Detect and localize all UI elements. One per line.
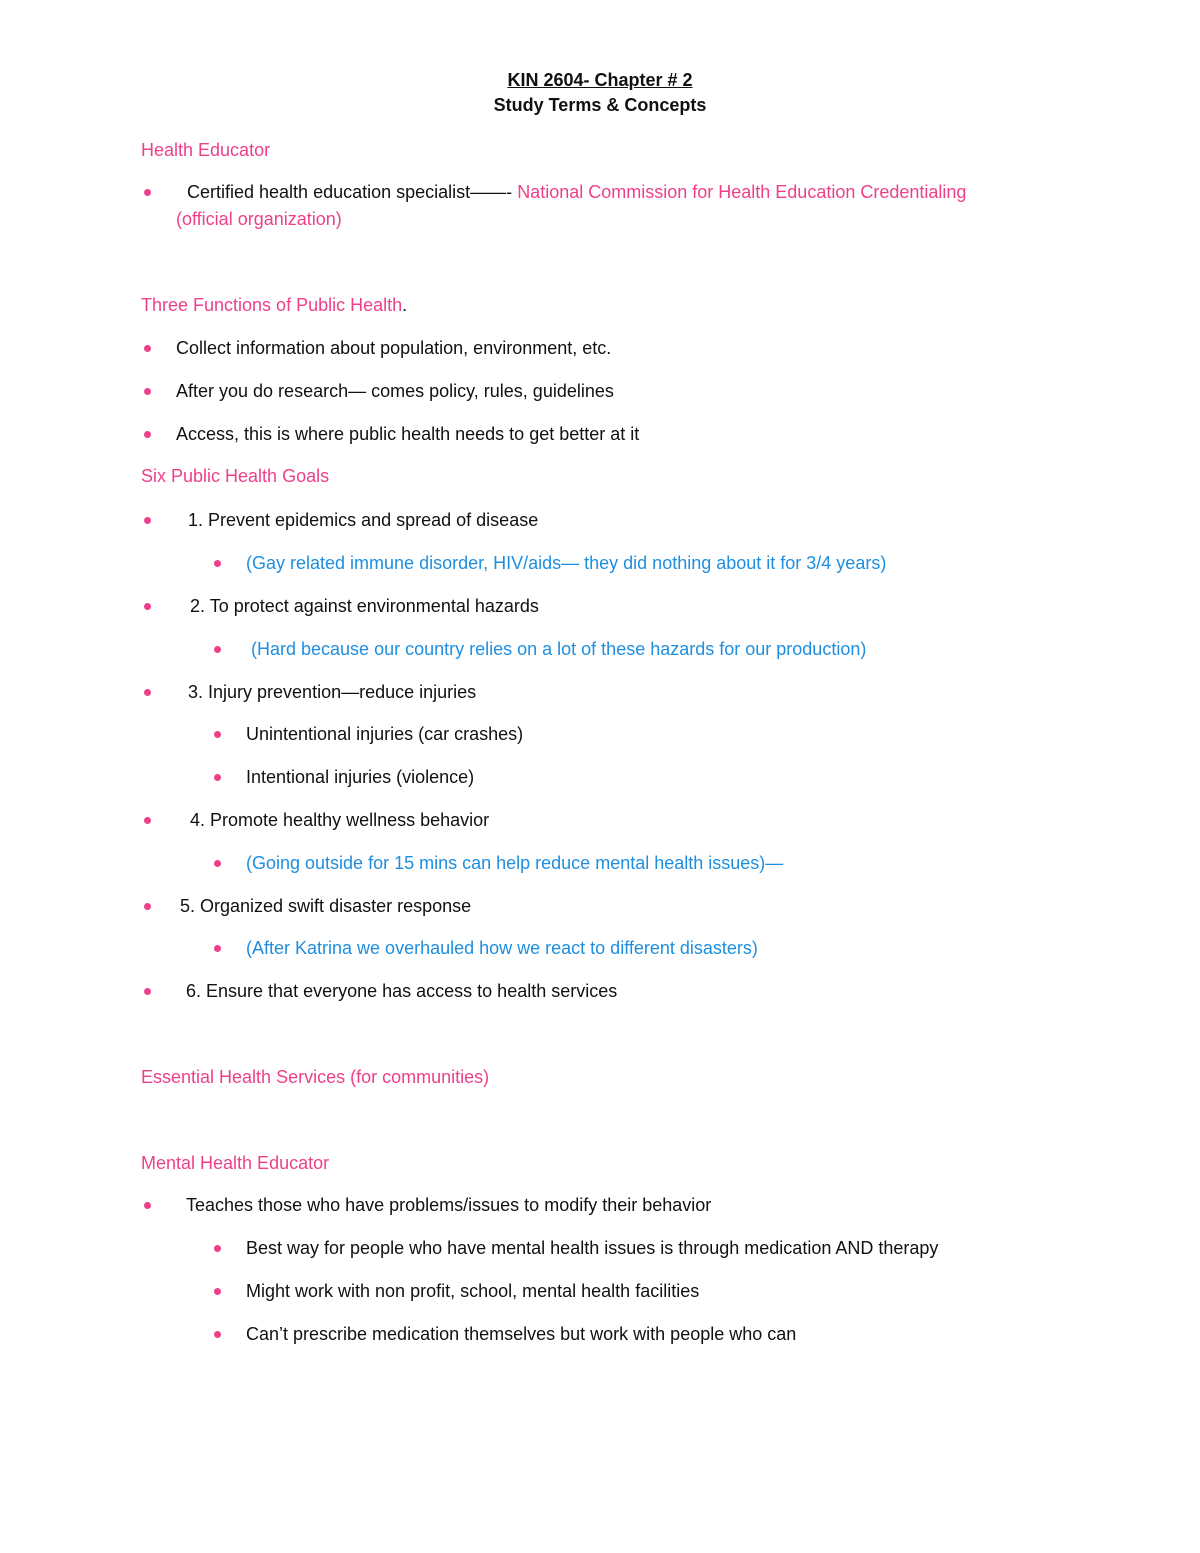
goal-4: 4. Promote healthy wellness behavior	[190, 810, 490, 830]
goal-4-note: (Going outside for 15 mins can help reduce mental health issues)—	[246, 853, 784, 873]
bullet-icon	[214, 945, 221, 952]
list-item: Collect information about population, environment, etc.	[176, 338, 612, 358]
list-item: After you do research— comes policy, rules, guidelines	[176, 381, 614, 401]
bullet-icon	[144, 903, 151, 910]
sub-item-prescribe: Can’t prescribe medication themselves but work with people who can	[246, 1324, 797, 1344]
list-item-text: Certified health education specialist——-	[187, 182, 513, 202]
goal-2-note: (Hard because our country relies on a lot of these hazards for our production)	[251, 639, 867, 659]
heading-three-functions	[141, 293, 407, 317]
bullet-icon	[144, 1202, 151, 1209]
bullet-icon	[214, 1288, 221, 1295]
bullet-icon	[214, 860, 221, 867]
goal-1-note: (Gay related immune disorder, HIV/aids— they did nothing about it for 3/4 years)	[246, 553, 887, 573]
org-name: National Commission for Health Education Credentialing	[517, 182, 967, 202]
bullet-icon	[144, 988, 151, 995]
sub-item-work-with: Might work with non profit, school, mental health facilities	[246, 1281, 700, 1301]
bullet-icon	[214, 774, 221, 781]
list-item: Access, this is where public health needs to get better at it	[176, 424, 640, 444]
goal-5: 5. Organized swift disaster response	[180, 896, 472, 916]
document-title: KIN 2604- Chapter # 2	[507, 70, 693, 90]
goal-1: 1. Prevent epidemics and spread of disease	[188, 510, 539, 530]
goal-3-sub-2: Intentional injuries (violence)	[246, 767, 475, 787]
document-subtitle: Study Terms & Concepts	[493, 95, 707, 115]
list-item-teaches: Teaches those who have problems/issues to modify their behavior	[186, 1195, 712, 1215]
bullet-icon	[144, 189, 151, 196]
goal-3-sub-1: Unintentional injuries (car crashes)	[246, 724, 524, 744]
goal-2: 2. To protect against environmental hazards	[190, 596, 539, 616]
org-name-continued: (official organization)	[176, 209, 342, 229]
bullet-icon	[214, 646, 221, 653]
goal-6: 6. Ensure that everyone has access to health services	[186, 981, 618, 1001]
bullet-icon	[214, 560, 221, 567]
bullet-icon	[144, 817, 151, 824]
list-item-certified	[187, 180, 966, 204]
heading-essential-services: Essential Health Services (for communities)	[141, 1067, 490, 1087]
bullet-icon	[144, 517, 151, 524]
bullet-icon	[144, 603, 151, 610]
bullet-icon	[144, 345, 151, 352]
goal-5-note: (After Katrina we overhauled how we react to different disasters)	[246, 938, 758, 958]
heading-text: Three Functions of Public Health	[141, 295, 403, 315]
sub-item-best-way: Best way for people who have mental health issues is through medication AND therapy	[246, 1238, 939, 1258]
heading-six-goals: Six Public Health Goals	[141, 466, 330, 486]
goal-3: 3. Injury prevention—reduce injuries	[188, 682, 477, 702]
heading-mental-health-educator: Mental Health Educator	[141, 1153, 330, 1173]
bullet-icon	[144, 431, 151, 438]
bullet-icon	[214, 731, 221, 738]
bullet-icon	[214, 1331, 221, 1338]
bullet-icon	[144, 388, 151, 395]
bullet-icon	[144, 689, 151, 696]
heading-health-educator: Health Educator	[141, 140, 271, 160]
bullet-icon	[214, 1245, 221, 1252]
heading-period: .	[402, 295, 408, 315]
